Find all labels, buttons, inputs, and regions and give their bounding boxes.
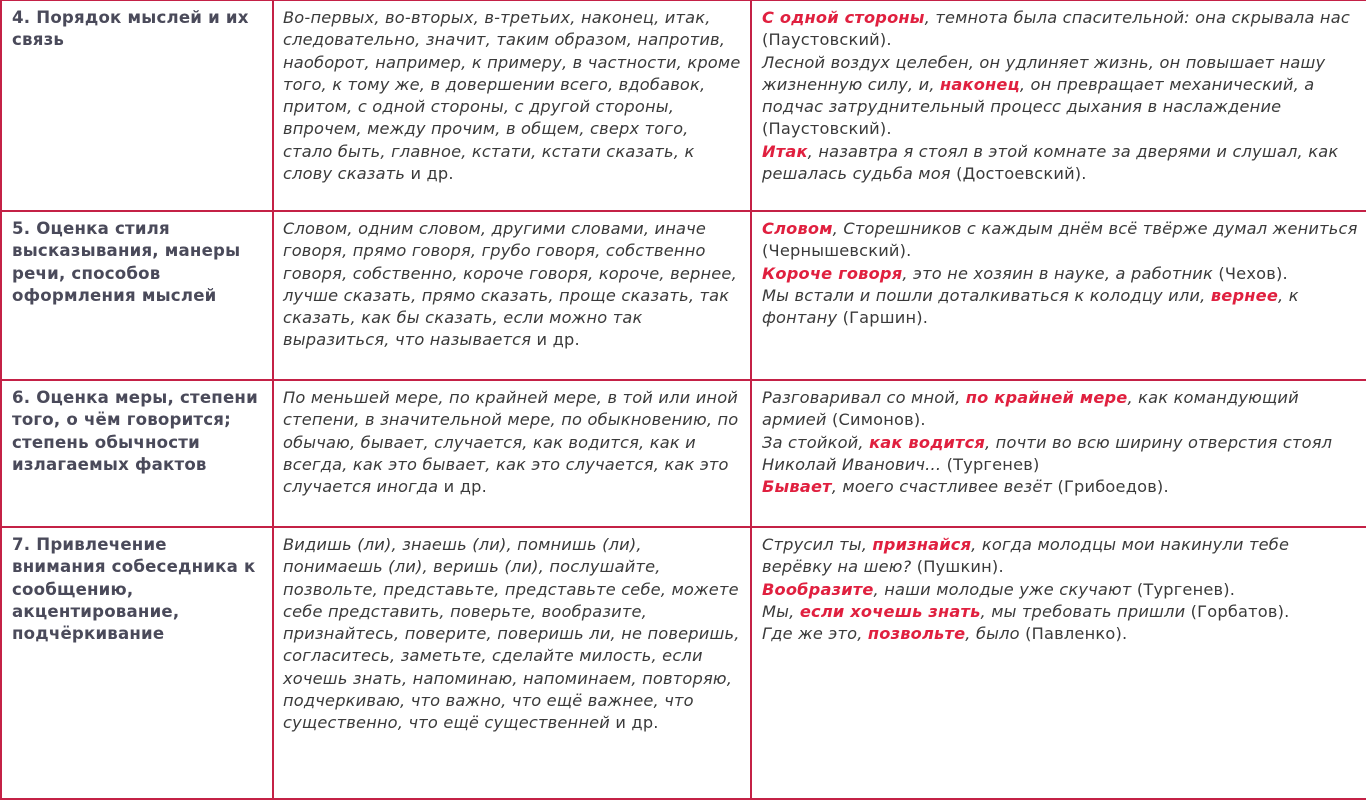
- words-tail: и др.: [536, 330, 580, 350]
- words-tail: и др.: [410, 164, 454, 184]
- words-list: Видишь (ли), знаешь (ли), помнишь (ли), понимаешь (ли), веришь (ли), послушайте, позвольте, представьте, представьте себе, можете себе представить, поверьте, вообразите, признайтесь, поверите, поверишь ли, не поверишь, согласитесь, заметьте, сделайте милость, если хочешь знать, напоминаю, напоминаем, повторяю, подчеркиваю, что важно, что ещё важнее, что существенно, что ещё существенней: [283, 535, 740, 733]
- author-citation: (Гаршин).: [842, 308, 929, 328]
- example-text: Мы,: [762, 601, 800, 621]
- example-text: Где же это,: [762, 624, 868, 644]
- table-row: [1, 0, 1366, 211]
- examples-cell: [751, 380, 1366, 527]
- author-citation: (Паустовский).: [762, 30, 892, 50]
- example-text: За стойкой,: [762, 432, 870, 452]
- example-text: , это не хозяин в науке, а работник: [902, 263, 1219, 283]
- example-text: , было: [965, 624, 1026, 644]
- author-citation: (Паустовский).: [762, 119, 892, 139]
- highlighted-phrase: наконец: [940, 74, 1020, 94]
- category-cell: 4. Порядок мыслей и их связь: [1, 0, 273, 211]
- example-text: , мы требовать пришли: [980, 601, 1191, 621]
- example-sentence: [762, 218, 1358, 263]
- table-row: [1, 380, 1366, 527]
- highlighted-phrase: С одной стороны: [762, 8, 925, 27]
- highlighted-phrase: позвольте: [867, 624, 966, 644]
- author-citation: (Чехов).: [1218, 263, 1288, 283]
- highlighted-phrase: Словом: [762, 219, 833, 238]
- words-cell: [273, 0, 751, 211]
- category-cell: 7. Привлечение внимания собеседника к сообщению, акцентирование, подчёркивание: [1, 527, 273, 799]
- example-text: , к фонтану: [762, 285, 1299, 328]
- example-sentence: [762, 623, 1358, 645]
- example-sentence: [762, 52, 1358, 141]
- example-text: , моего счастливее везёт: [831, 477, 1058, 497]
- highlighted-phrase: признайся: [872, 535, 972, 554]
- author-citation: (Грибоедов).: [1057, 477, 1169, 497]
- words-cell: [273, 380, 751, 527]
- examples-cell: [751, 0, 1366, 211]
- author-citation: (Павленко).: [1025, 624, 1128, 644]
- author-citation: (Симонов).: [831, 410, 926, 430]
- examples-cell: [751, 527, 1366, 799]
- examples-cell: [751, 211, 1366, 380]
- example-text: , назавтра я стоял в этой комнате за дверями и слушал, как решалась судьба моя: [762, 141, 1339, 184]
- table-row: [1, 211, 1366, 380]
- words-tail: и др.: [443, 477, 487, 497]
- example-text: Разговаривал со мной,: [762, 388, 966, 407]
- example-sentence: [762, 141, 1358, 186]
- words-cell: [273, 211, 751, 380]
- example-text: , наши молодые уже скучают: [873, 579, 1137, 599]
- highlighted-phrase: как водится: [869, 432, 985, 452]
- highlighted-phrase: Бывает: [762, 477, 832, 497]
- words-list: Во-первых, во-вторых, в-третьих, наконец, итак, следовательно, значит, таким образом, напротив, наоборот, например, к примеру, в частности, кроме того, к тому же, в довершении всего, вдобавок, притом, с одной стороны, с другой стороны, впрочем, между прочим, в общем, сверх того, стало быть, главное, кстати, кстати сказать, к слову сказать: [283, 8, 741, 184]
- words-list: По меньшей мере, по крайней мере, в той или иной степени, в значительной мере, по обыкновению, по обычаю, бывает, случается, как водится, как и всегда, как это бывает, как это случается, как это случается иногда: [283, 388, 739, 497]
- highlighted-phrase: если хочешь знать: [799, 601, 981, 621]
- highlighted-phrase: Вообразите: [762, 579, 874, 599]
- example-sentence: [762, 534, 1358, 579]
- words-list: Словом, одним словом, другими словами, иначе говоря, прямо говоря, грубо говоря, собственно говоря, собственно, короче говоря, короче, вернее, лучше сказать, прямо сказать, проще сказать, так сказать, как бы сказать, если можно так выразиться, что называется: [283, 219, 737, 350]
- example-sentence: [762, 285, 1358, 330]
- example-text: , Сторешников с каждым днём всё твёрже думал жениться: [832, 219, 1358, 238]
- example-sentence: [762, 7, 1358, 52]
- example-sentence: [762, 387, 1358, 432]
- table-row: [1, 527, 1366, 799]
- example-sentence: [762, 601, 1358, 623]
- author-citation: (Достоевский).: [956, 164, 1087, 184]
- category-cell: 6. Оценка меры, степени того, о чём говорится; степень обычности излагаемых фактов: [1, 380, 273, 527]
- author-citation: (Тургенев).: [1136, 579, 1236, 599]
- example-text: , как командующий армией: [762, 388, 1299, 430]
- highlighted-phrase: по крайней мере: [965, 388, 1128, 407]
- words-tail: и др.: [615, 713, 659, 733]
- example-sentence: [762, 579, 1358, 601]
- example-text: Струсил ты,: [762, 535, 873, 554]
- example-text: Мы встали и пошли доталкиваться к колодцу или,: [762, 285, 1211, 305]
- author-citation: (Пушкин).: [916, 557, 1004, 577]
- example-sentence: [762, 476, 1358, 498]
- example-text: , когда молодцы мои накинули тебе верёвку на шею?: [762, 535, 1290, 577]
- author-citation: (Горбатов).: [1190, 601, 1290, 621]
- example-sentence: [762, 432, 1358, 477]
- category-cell: 5. Оценка стиля высказывания, манеры речи, способов оформления мыслей: [1, 211, 273, 380]
- example-text: , темнота была спасительной: она скрывала нас: [924, 8, 1350, 27]
- highlighted-phrase: Короче говоря: [762, 263, 903, 283]
- words-cell: [273, 527, 751, 799]
- example-text: , он превращает механический, а подчас затруднительный процесс дыхания в наслаждение: [762, 74, 1315, 117]
- example-text: Лесной воздух целебен, он удлиняет жизнь, он повышает нашу жизненную силу, и,: [762, 52, 1326, 94]
- example-text: , почти во всю ширину отверстия стоял Николай Иванович...: [762, 432, 1333, 474]
- author-citation: (Чернышевский).: [762, 241, 912, 261]
- author-citation: (Тургенев): [946, 454, 1040, 474]
- highlighted-phrase: Итак: [762, 141, 808, 161]
- highlighted-phrase: вернее: [1210, 285, 1278, 305]
- example-sentence: [762, 263, 1358, 285]
